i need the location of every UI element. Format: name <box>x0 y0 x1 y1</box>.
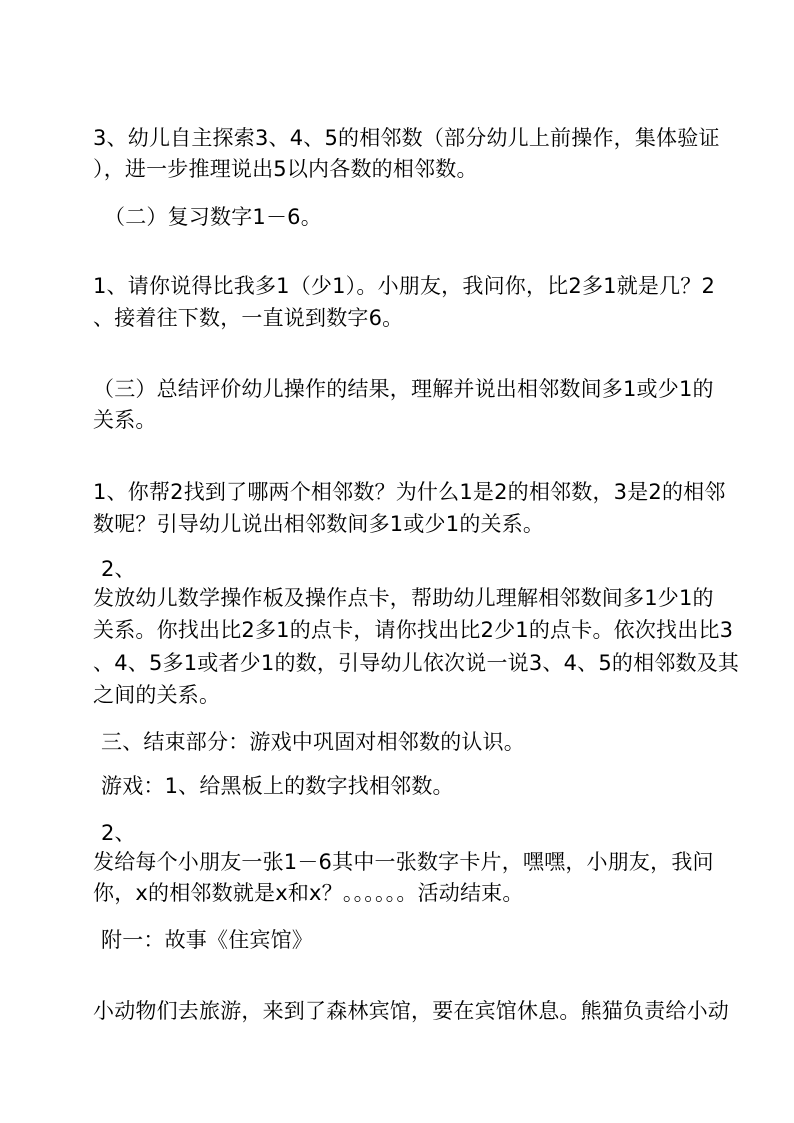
text-line: 1、你帮2找到了哪两个相邻数？为什么1是2的相邻数，3是2的相邻 <box>93 480 726 504</box>
text-line: 1、请你说得比我多1（少1）。小朋友，我问你，比2多1就是几？2 <box>93 274 716 298</box>
heading-line: 关系。 <box>93 408 157 432</box>
text-line: 之间的关系。 <box>93 683 221 707</box>
text-line: 你，x的相邻数就是x和x？。。。。。。活动结束。 <box>93 881 524 905</box>
text-line: 、接着往下数，一直说到数字6。 <box>93 306 404 330</box>
heading-line: （二）复习数字1－6。 <box>104 205 322 229</box>
heading-line: 附一：故事《住宾馆》 <box>101 928 313 952</box>
text-line: 游戏：1、给黑板上的数字找相邻数。 <box>101 774 454 798</box>
text-line: 2、 <box>101 557 136 581</box>
text-line: 2、 <box>101 821 136 845</box>
text-line: 3、幼儿自主探索3、4、5的相邻数（部分幼儿上前操作，集体验证 <box>93 126 720 150</box>
text-line: 发放幼儿数学操作板及操作点卡，帮助幼儿理解相邻数间多1少1的 <box>93 586 714 610</box>
text-line: 小动物们去旅游，来到了森林宾馆，要在宾馆休息。熊猫负责给小动 <box>93 999 729 1023</box>
heading-line: 三、结束部分：游戏中巩固对相邻数的认识。 <box>101 730 525 754</box>
text-line: 关系。你找出比2多1的点卡，请你找出比2少1的点卡。依次找出比3 <box>93 618 734 642</box>
heading-line: （三）总结评价幼儿操作的结果，理解并说出相邻数间多1或少1的 <box>93 377 714 401</box>
text-line: 、4、5多1或者少1的数，引导幼儿依次说一说3、4、5的相邻数及其 <box>93 651 740 675</box>
text-line: 发给每个小朋友一张1－6其中一张数字卡片，嘿嘿，小朋友，我问 <box>93 850 714 874</box>
text-line: ），进一步推理说出5以内各数的相邻数。 <box>93 157 478 181</box>
text-line: 数呢？引导幼儿说出相邻数间多1或少1的关系。 <box>93 512 545 536</box>
